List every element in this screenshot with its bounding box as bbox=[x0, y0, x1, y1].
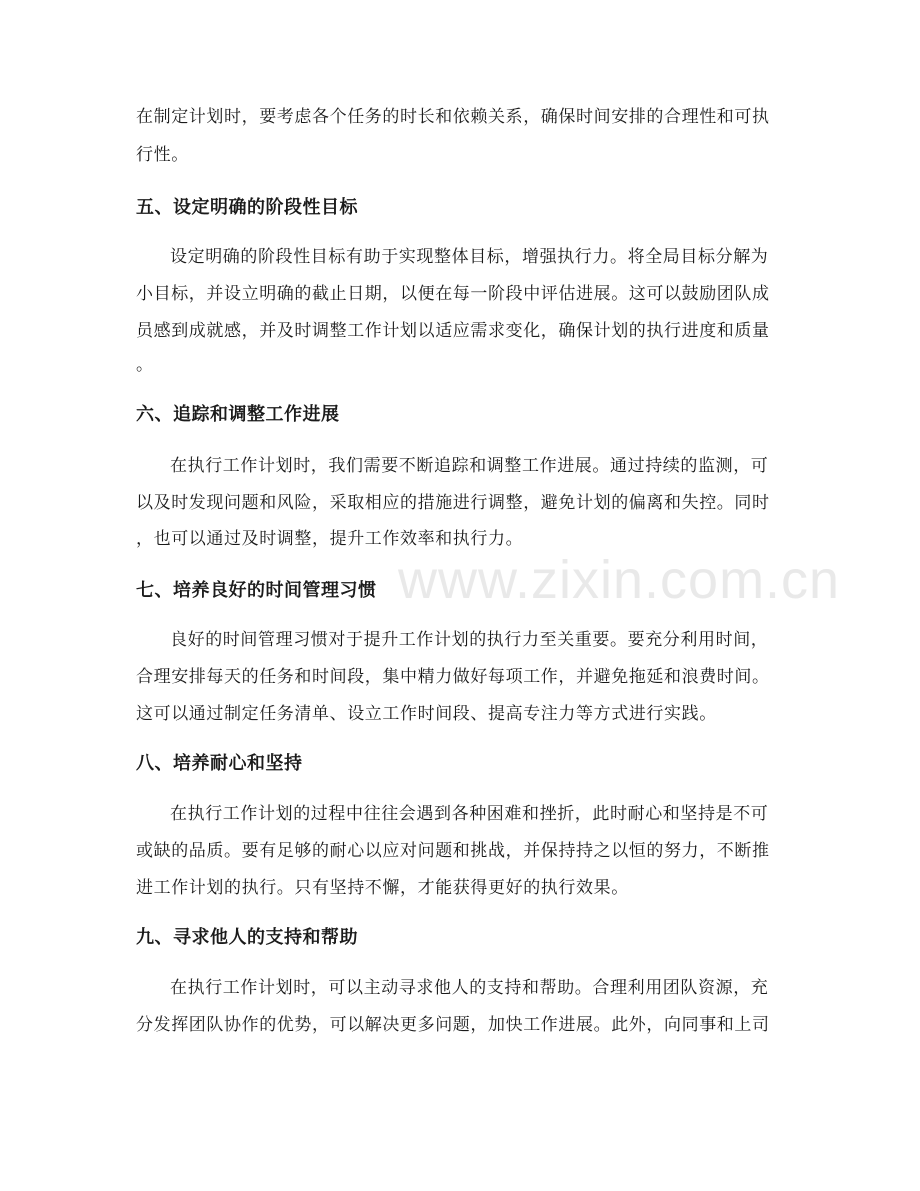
section-heading: 七、培养良好的时间管理习惯 bbox=[136, 580, 377, 601]
watermark: www.zixin.com.cn bbox=[398, 550, 841, 610]
paragraph-line: 这可以通过制定任务清单、设立工作时间段、提高专注力等方式进行实践。 bbox=[136, 704, 717, 724]
section-heading: 五、设定明确的阶段性目标 bbox=[136, 197, 358, 218]
paragraph-line: 进工作计划的执行。只有坚持不懈，才能获得更好的执行效果。 bbox=[136, 878, 629, 898]
section-heading: 八、培养耐心和坚持 bbox=[136, 753, 303, 774]
paragraph-line: 合理安排每天的任务和时间段，集中精力做好每项工作，并避免拖延和浪费时间。 bbox=[136, 667, 770, 687]
paragraph-line: 小目标，并设立明确的截止日期，以便在每一阶段中评估进展。这可以鼓励团队成 bbox=[136, 284, 770, 304]
paragraph-line: 员感到成就感，并及时调整工作计划以适应需求变化，确保计划的执行进度和质量 bbox=[136, 321, 770, 341]
paragraph-line: 以及时发现问题和风险，采取相应的措施进行调整，避免计划的偏离和失控。同时 bbox=[136, 493, 770, 513]
paragraph-line: 在执行工作计划时，可以主动寻求他人的支持和帮助。合理利用团队资源，充 bbox=[170, 978, 769, 998]
paragraph-line: 或缺的品质。要有足够的耐心以应对问题和挑战，并保持持之以恒的努力，不断推 bbox=[136, 841, 770, 861]
paragraph-line: 设定明确的阶段性目标有助于实现整体目标，增强执行力。将全局目标分解为 bbox=[170, 247, 769, 267]
paragraph-line: 在执行工作计划时，我们需要不断追踪和调整工作进展。通过持续的监测，可 bbox=[170, 456, 769, 476]
paragraph-line: ，也可以通过及时调整，提升工作效率和执行力。 bbox=[136, 529, 524, 549]
paragraph-line: 良好的时间管理习惯对于提升工作计划的执行力至关重要。要充分利用时间， bbox=[170, 630, 769, 650]
paragraph-line: 在制定计划时，要考虑各个任务的时长和依赖关系，确保时间安排的合理性和可执 bbox=[136, 107, 770, 127]
section-heading: 六、追踪和调整工作进展 bbox=[136, 404, 340, 425]
paragraph-line: 行性。 bbox=[136, 145, 189, 165]
paragraph-line: 。 bbox=[136, 355, 154, 375]
paragraph-line: 分发挥团队协作的优势，可以解决更多问题，加快工作进展。此外，向同事和上司 bbox=[136, 1015, 770, 1035]
paragraph-line: 在执行工作计划的过程中往往会遇到各种困难和挫折，此时耐心和坚持是不可 bbox=[170, 804, 769, 824]
section-heading: 九、寻求他人的支持和帮助 bbox=[136, 927, 358, 948]
